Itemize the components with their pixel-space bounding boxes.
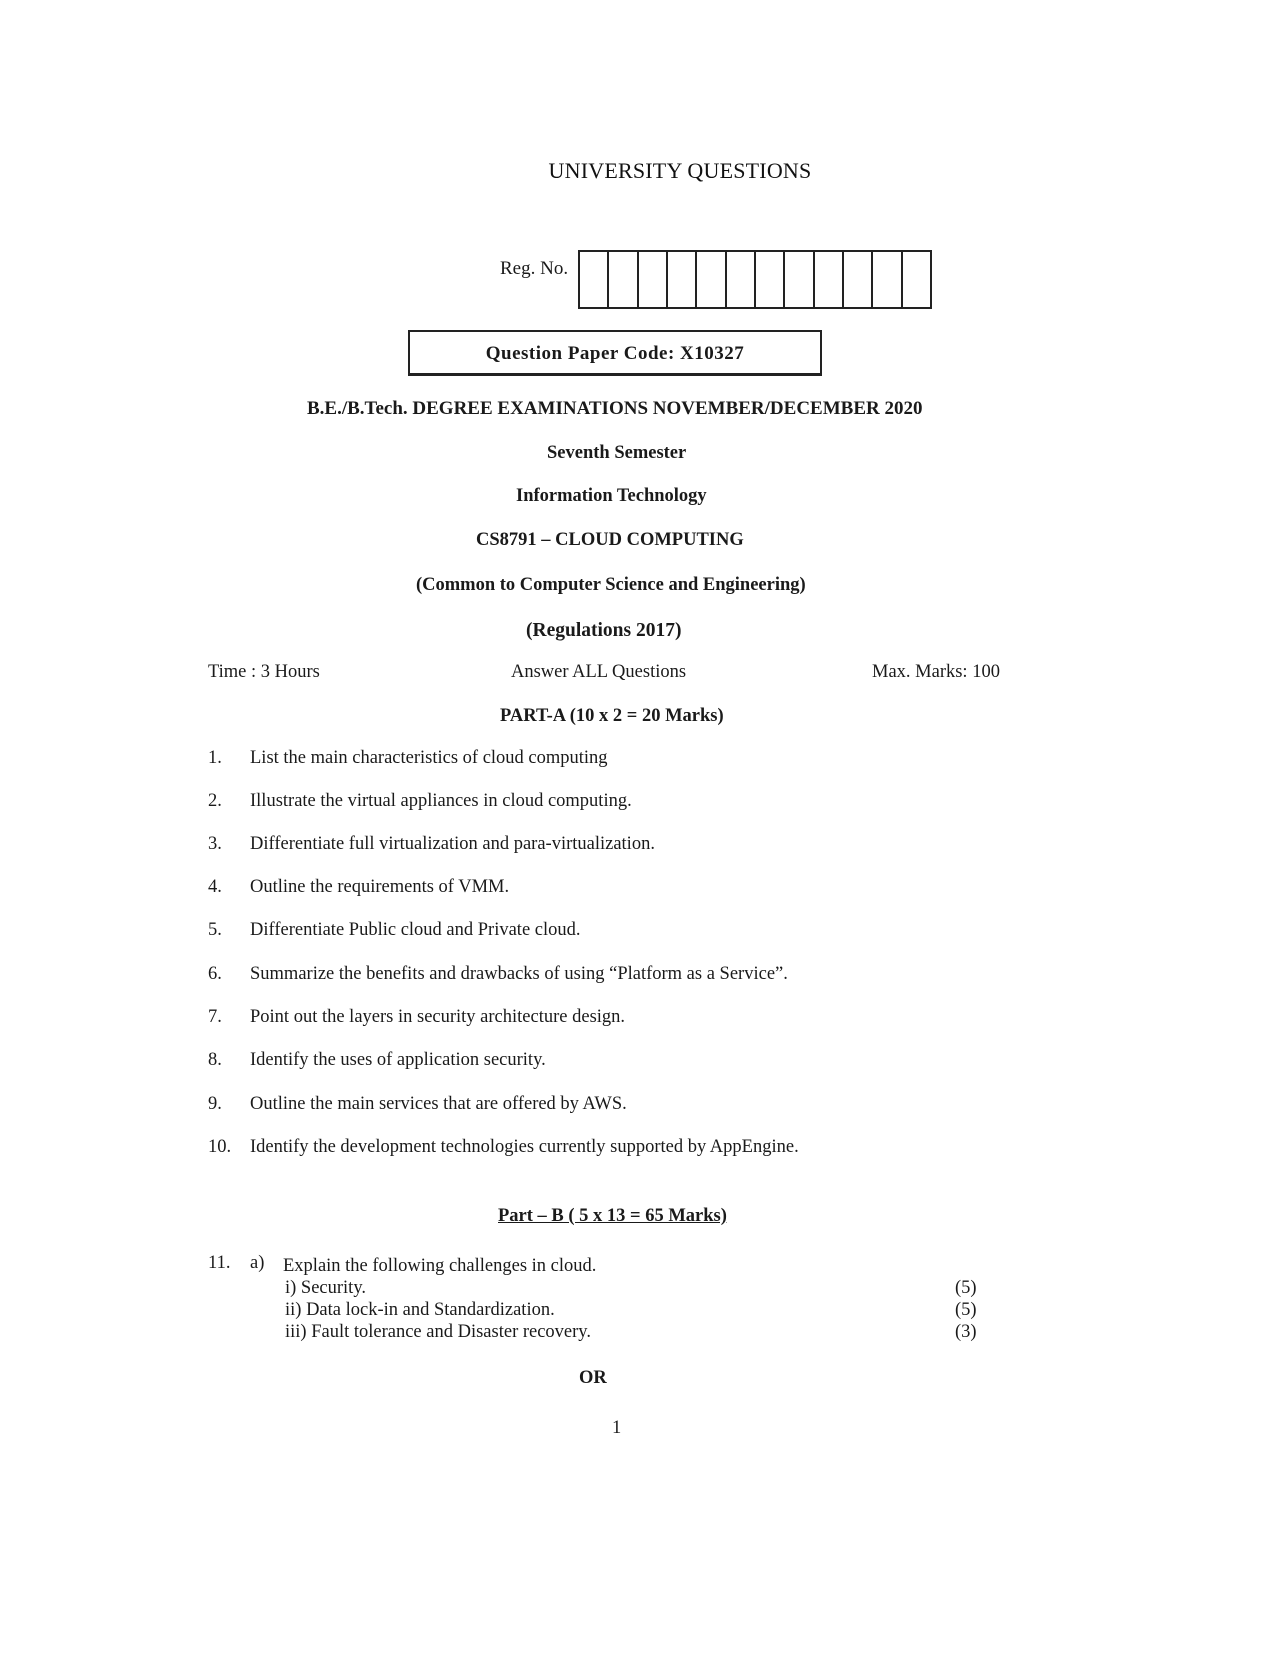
question-text: Point out the layers in security architecture design.: [250, 1007, 626, 1027]
reg-no-label: Reg. No.: [500, 258, 569, 279]
document-heading: UNIVERSITY QUESTIONS: [548, 158, 812, 183]
sub-question-text: iii) Fault tolerance and Disaster recovery.: [285, 1322, 591, 1342]
department: Information Technology: [516, 486, 707, 506]
question-text: Illustrate the virtual appliances in cloud computing.: [250, 791, 632, 811]
question-text: Summarize the benefits and drawbacks of using “Platform as a Service”.: [250, 964, 788, 984]
reg-no-box: [666, 252, 695, 307]
question-number: 2.: [208, 791, 222, 811]
semester: Seventh Semester: [547, 443, 687, 463]
page-number: 1: [612, 1418, 622, 1438]
reg-no-box: [580, 252, 607, 307]
course-title: CS8791 – CLOUD COMPUTING: [476, 530, 744, 550]
question-text: Differentiate full virtualization and para-virtualization.: [250, 834, 655, 854]
question-number: 5.: [208, 920, 222, 940]
sub-question-marks: (5): [955, 1278, 977, 1298]
question-text: Identify the uses of application security.: [250, 1050, 546, 1070]
question-number: 3.: [208, 834, 222, 854]
question-text: List the main characteristics of cloud computing: [250, 748, 608, 768]
part-a-heading: PART-A (10 x 2 = 20 Marks): [500, 706, 724, 726]
exam-instruction: Answer ALL Questions: [511, 662, 687, 682]
or-separator: OR: [579, 1368, 607, 1388]
reg-no-box: [754, 252, 783, 307]
reg-no-box: [871, 252, 900, 307]
exam-time: Time : 3 Hours: [208, 662, 320, 682]
reg-no-box: [783, 252, 812, 307]
regulations: (Regulations 2017): [526, 620, 682, 641]
reg-no-box: [695, 252, 724, 307]
reg-no-box: [901, 252, 930, 307]
question-number: 8.: [208, 1050, 222, 1070]
reg-no-boxes: [578, 250, 932, 309]
question-text: Differentiate Public cloud and Private cloud.: [250, 920, 581, 940]
question-number: 10.: [208, 1137, 232, 1157]
exam-title: B.E./B.Tech. DEGREE EXAMINATIONS NOVEMBER/DECEMBER 2020: [307, 398, 923, 419]
question-text: Identify the development technologies currently supported by AppEngine.: [250, 1137, 799, 1157]
sub-question-marks: (3): [955, 1322, 977, 1342]
question-text: Explain the following challenges in cloud.: [283, 1256, 597, 1276]
reg-no-box: [813, 252, 842, 307]
reg-no-box: [637, 252, 666, 307]
question-number: 4.: [208, 877, 222, 897]
part-b-heading: Part – B ( 5 x 13 = 65 Marks): [498, 1206, 727, 1226]
sub-question-text: i) Security.: [285, 1278, 367, 1298]
question-number: 1.: [208, 748, 222, 768]
reg-no-box: [607, 252, 636, 307]
reg-no-box: [725, 252, 754, 307]
question-number: 9.: [208, 1094, 222, 1114]
question-number: 11.: [208, 1253, 231, 1273]
sub-question-text: ii) Data lock-in and Standardization.: [285, 1300, 555, 1320]
question-text: Outline the main services that are offered by AWS.: [250, 1094, 627, 1114]
sub-question-marks: (5): [955, 1300, 977, 1320]
question-number: 7.: [208, 1007, 222, 1027]
question-number: 6.: [208, 964, 222, 984]
question-sub-label: a): [250, 1253, 265, 1273]
question-text: Outline the requirements of VMM.: [250, 877, 510, 897]
reg-no-box: [842, 252, 871, 307]
common-to: (Common to Computer Science and Engineering): [416, 575, 806, 595]
max-marks: Max. Marks: 100: [872, 662, 1000, 682]
question-paper-code: Question Paper Code: X10327: [408, 330, 822, 376]
